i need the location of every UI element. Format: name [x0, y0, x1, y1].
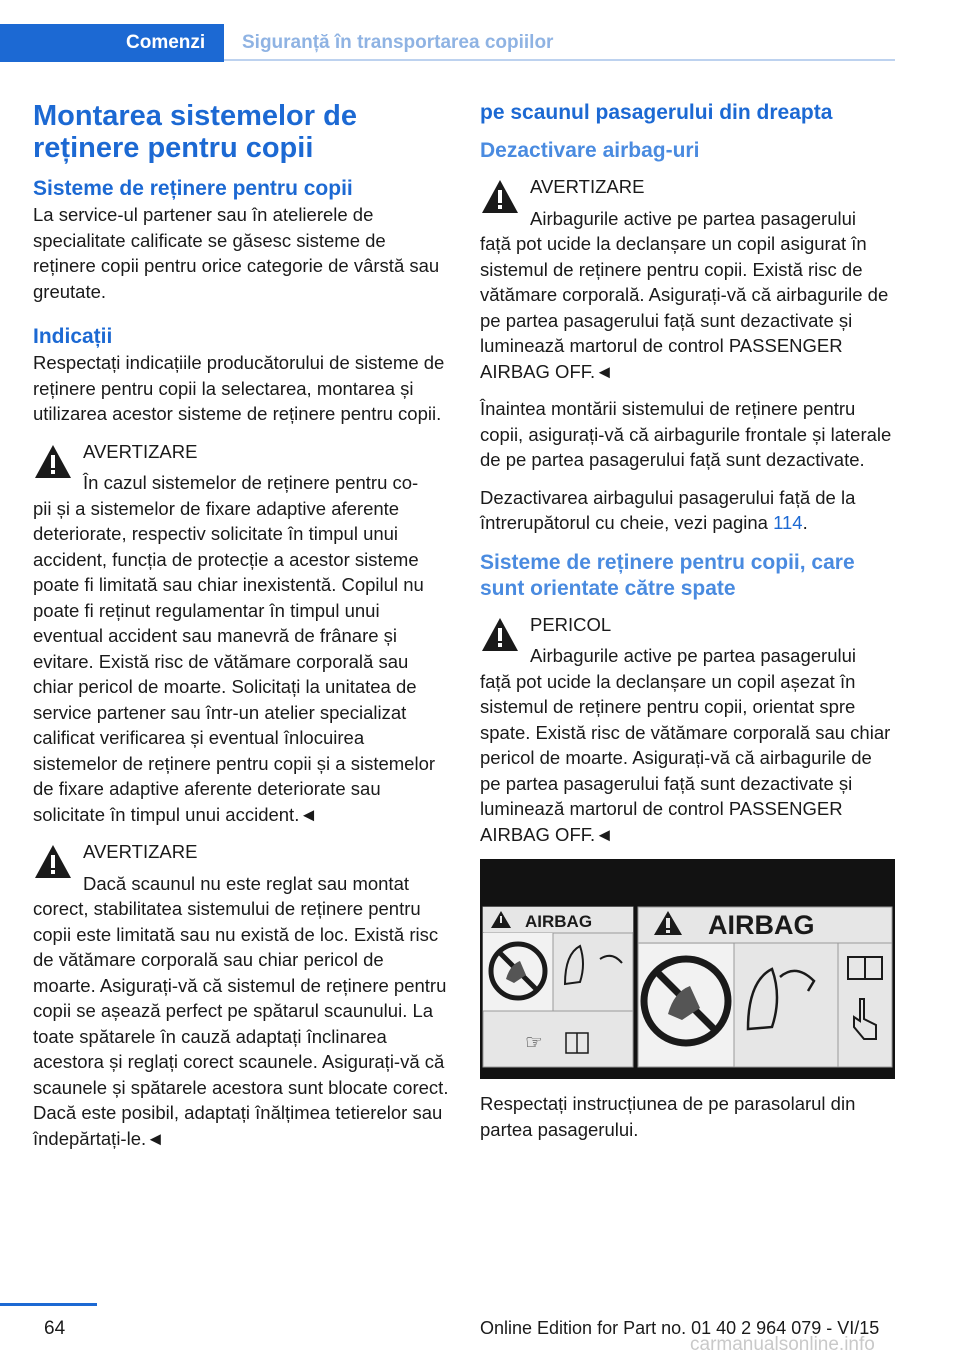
running-header — [0, 24, 895, 62]
right-column — [480, 100, 896, 1154]
heading-rear-facing: Sisteme de reținere pentru copii, care sunt orientate către spate — [480, 550, 855, 600]
warning-text: pii și a sistemelor de fixare adaptive aferente deteriorate, respectiv solicitate în timpul unui accident, funcția de protecție a acestor sisteme poate fi limitată sau chiar inexistentă. Copilul nu poate fi reținut regulamentar în timpul unui eventual accident sau manevră de frânare și evitare. Există risc de vătămare corporală sau chiar pericol de moarte. Solicitați la unitatea de service partener sau într-un atelier specializat calificat verificarea și eventual înlocuirea sistemelor de reținere pentru copii și a sistemelor de fixare adaptive aferente deteriorate sau solicitate în timpul unui accident.◄ — [33, 497, 436, 825]
warning-triangle-icon — [33, 443, 73, 481]
key-switch-end: . — [802, 512, 808, 533]
header-rule — [224, 59, 895, 61]
warning-text-start: În cazul sistemelor de reținere pentru co- — [83, 472, 419, 493]
paragraph-notes: Respectați indicațiile producătorului de sisteme de reținere pentru copii la selectarea, montarea și utilizarea acestor sisteme de reținere pentru copii. — [33, 352, 445, 424]
chapter-tab[interactable]: Comenzi — [0, 24, 224, 62]
footer-rule — [0, 1303, 97, 1306]
left-column — [33, 100, 449, 1163]
paragraph-sun-visor: Respectați instrucțiunea de pe parasolarul din partea pasagerului. — [480, 1093, 856, 1140]
heading-notes: Indicații — [33, 325, 113, 348]
warning-label: AVERTIZARE — [83, 841, 198, 862]
paragraph-before-mounting: Înaintea montării sistemului de reținere pentru copii, asigurați-vă că airbagurile frontale și laterale de pe partea pasagerului față sunt dezactivate. — [480, 398, 892, 470]
warning-text: corect, stabilitatea sistemului de reținere pentru copii este limitată sau nu există de loc. Există risc de vătămare corporală sau chiar pericol de moarte. Asigurați-vă că sistemul de reținere pentru copii se așează perfect pe spătarul scaunului. La toate spătarele în cauză adaptați înclinarea acestora și reglați corect scaunele. Asigurați-vă că scaunele și spătarele acestora sunt blocate corect. Dacă este posibil, adaptați înălțimea tetierelor sau îndepărtați-le.◄ — [33, 898, 449, 1149]
warning-label: AVERTIZARE — [530, 176, 645, 197]
paragraph-systems: La service-ul partener sau în atelierele de specialitate calificate se găsesc sisteme de reținere copii pentru orice categorie de vârstă sau greutate. — [33, 204, 440, 302]
watermark: carmanualsonline.info — [690, 1334, 875, 1355]
small-label-text: AIRBAG — [525, 912, 593, 931]
warning-text-start: Airbagurile active pe partea pasagerului — [530, 207, 857, 229]
key-switch-text: Dezactivarea airbagului pasagerului față de la întrerupătorul cu cheie, vezi pagina — [480, 486, 856, 533]
heading-airbag-deactivation: Dezactivare airbag-uri — [480, 139, 700, 162]
heading-passenger-seat: pe scaunul pasagerului din dreapta — [480, 101, 833, 124]
section-title[interactable]: Siguranță în transportarea copiilor — [242, 32, 554, 53]
warning-block-1 — [33, 439, 449, 828]
danger-text: față pot ucide la declanșare un copil așezat în sistemul de reținere pentru copii, orientat spre spate. Există risc de vătămare corporală sau chiar pericol de moarte. Asigurați-vă că airbagurile de pe partea pasagerului față sunt dezactivate și luminează martorul de control PASSENGER AIRBAG OFF.◄ — [480, 670, 891, 845]
heading-systems: Sisteme de reținere pentru copii — [33, 177, 353, 200]
page-number: 64 — [44, 1318, 66, 1339]
warning-block-3 — [480, 174, 896, 384]
danger-block — [480, 612, 896, 848]
danger-label: PERICOL — [530, 613, 612, 635]
warning-label: AVERTIZARE — [83, 440, 198, 462]
warning-text: față pot ucide la declanșare un copil asigurat în sistemul de reținere pentru copii. Există risc de vătămare corporală. Asigurați-vă că airbagurile de pe partea pasagerului față sunt dezactivate și luminează martorul de control PASSENGER AIRBAG OFF.◄ — [480, 233, 889, 382]
airbag-label-photo — [480, 859, 895, 1079]
hand-pointer-icon: ☞ — [525, 1030, 543, 1054]
warning-triangle-icon — [480, 178, 520, 216]
danger-text-start: Airbagurile active pe partea pasagerului — [530, 645, 857, 666]
warning-triangle-icon — [33, 843, 73, 881]
big-label-text: AIRBAG — [708, 910, 815, 940]
page-reference-link[interactable]: 114 — [773, 512, 803, 533]
airbag-warning-sticker-illustration — [480, 859, 895, 1079]
edition-info: Online Edition for Part no. 01 40 2 964 079 - VI/15 — [480, 1318, 880, 1338]
page-title: Montarea sistemelor de reținere pentru copii — [33, 100, 357, 164]
warning-triangle-icon — [480, 616, 520, 654]
warning-text-start: Dacă scaunul nu este reglat sau montat — [83, 872, 409, 894]
warning-block-2 — [33, 839, 449, 1151]
paragraph-key-switch — [480, 485, 896, 536]
